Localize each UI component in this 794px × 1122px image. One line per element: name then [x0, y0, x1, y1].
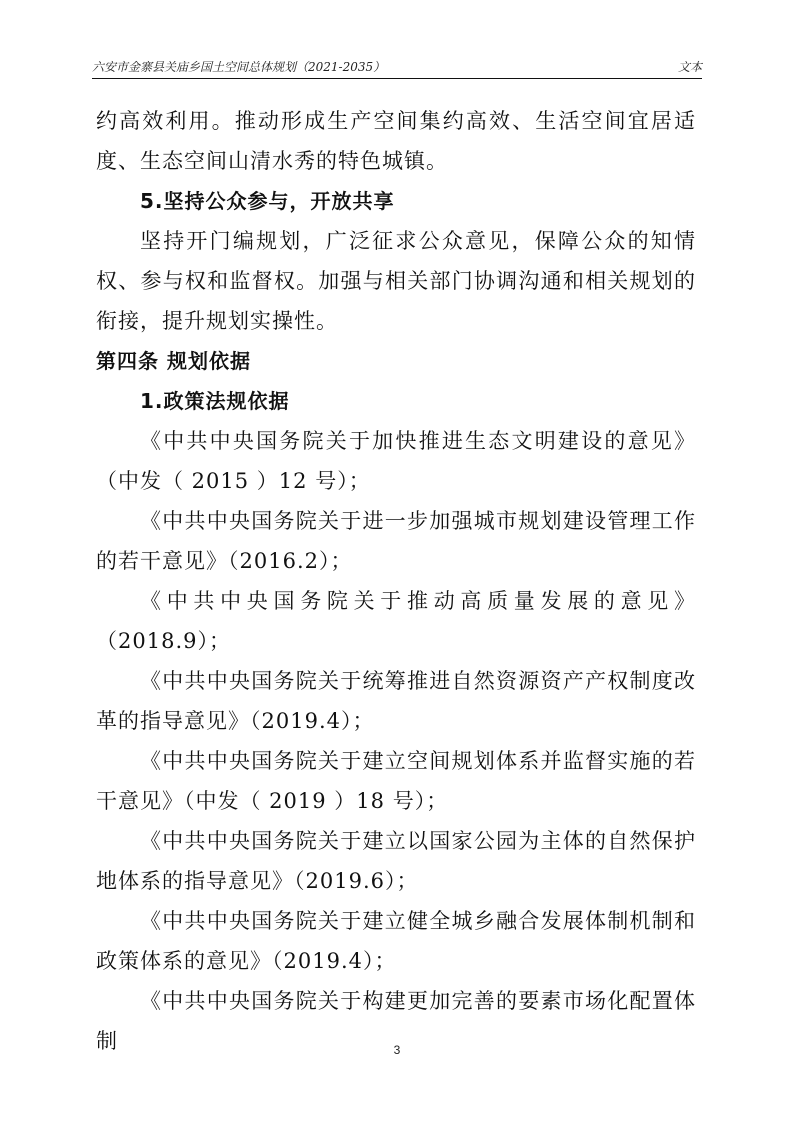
policy-item: 《中共中央国务院关于统筹推进自然资源资产产权制度改革的指导意见》（2019.4）；	[96, 669, 696, 733]
section-heading-5: 5.坚持公众参与，开放共享	[140, 189, 395, 213]
document-body	[96, 101, 696, 1061]
policy-item: 《中共中央国务院关于构建更加完善的要素市场化配置体制	[96, 989, 696, 1053]
page-header	[92, 56, 702, 78]
policy-item: 《中共中央国务院关于建立健全城乡融合发展体制机制和政策体系的意见》（2019.4）；	[96, 909, 696, 973]
article-heading-4: 第四条 规划依据	[96, 349, 251, 373]
header-doc-type: 文本	[677, 60, 702, 74]
section-heading-1: 1.政策法规依据	[140, 389, 290, 413]
header-title: 六安市金寨县关庙乡国土空间总体规划（2021-2035）	[92, 60, 386, 74]
paragraph-continued: 约高效利用。推动形成生产空间集约高效、生活空间宜居适度、生态空间山清水秀的特色城镇。	[96, 109, 696, 173]
header-divider	[92, 78, 702, 79]
policy-item: 《中共中央国务院关于建立空间规划体系并监督实施的若干意见》（中发（ 2019 ）18 号）；	[96, 749, 696, 813]
policy-item: 《中共中央国务院关于建立以国家公园为主体的自然保护地体系的指导意见》（2019.6）；	[96, 829, 696, 893]
page-number: 3	[393, 1043, 401, 1057]
policy-item: 《中共中央国务院关于进一步加强城市规划建设管理工作的若干意见》（2016.2）；	[96, 509, 696, 573]
paragraph-public-participation: 坚持开门编规划，广泛征求公众意见，保障公众的知情权、参与权和监督权。加强与相关部门协调沟通和相关规划的衔接，提升规划实操性。	[96, 229, 696, 333]
policy-item: 《中共中央国务院关于加快推进生态文明建设的意见》（中发（ 2015 ）12 号）；	[96, 429, 696, 493]
policy-item: 《中共中央国务院关于推动高质量发展的意见》（2018.9）；	[96, 589, 696, 653]
